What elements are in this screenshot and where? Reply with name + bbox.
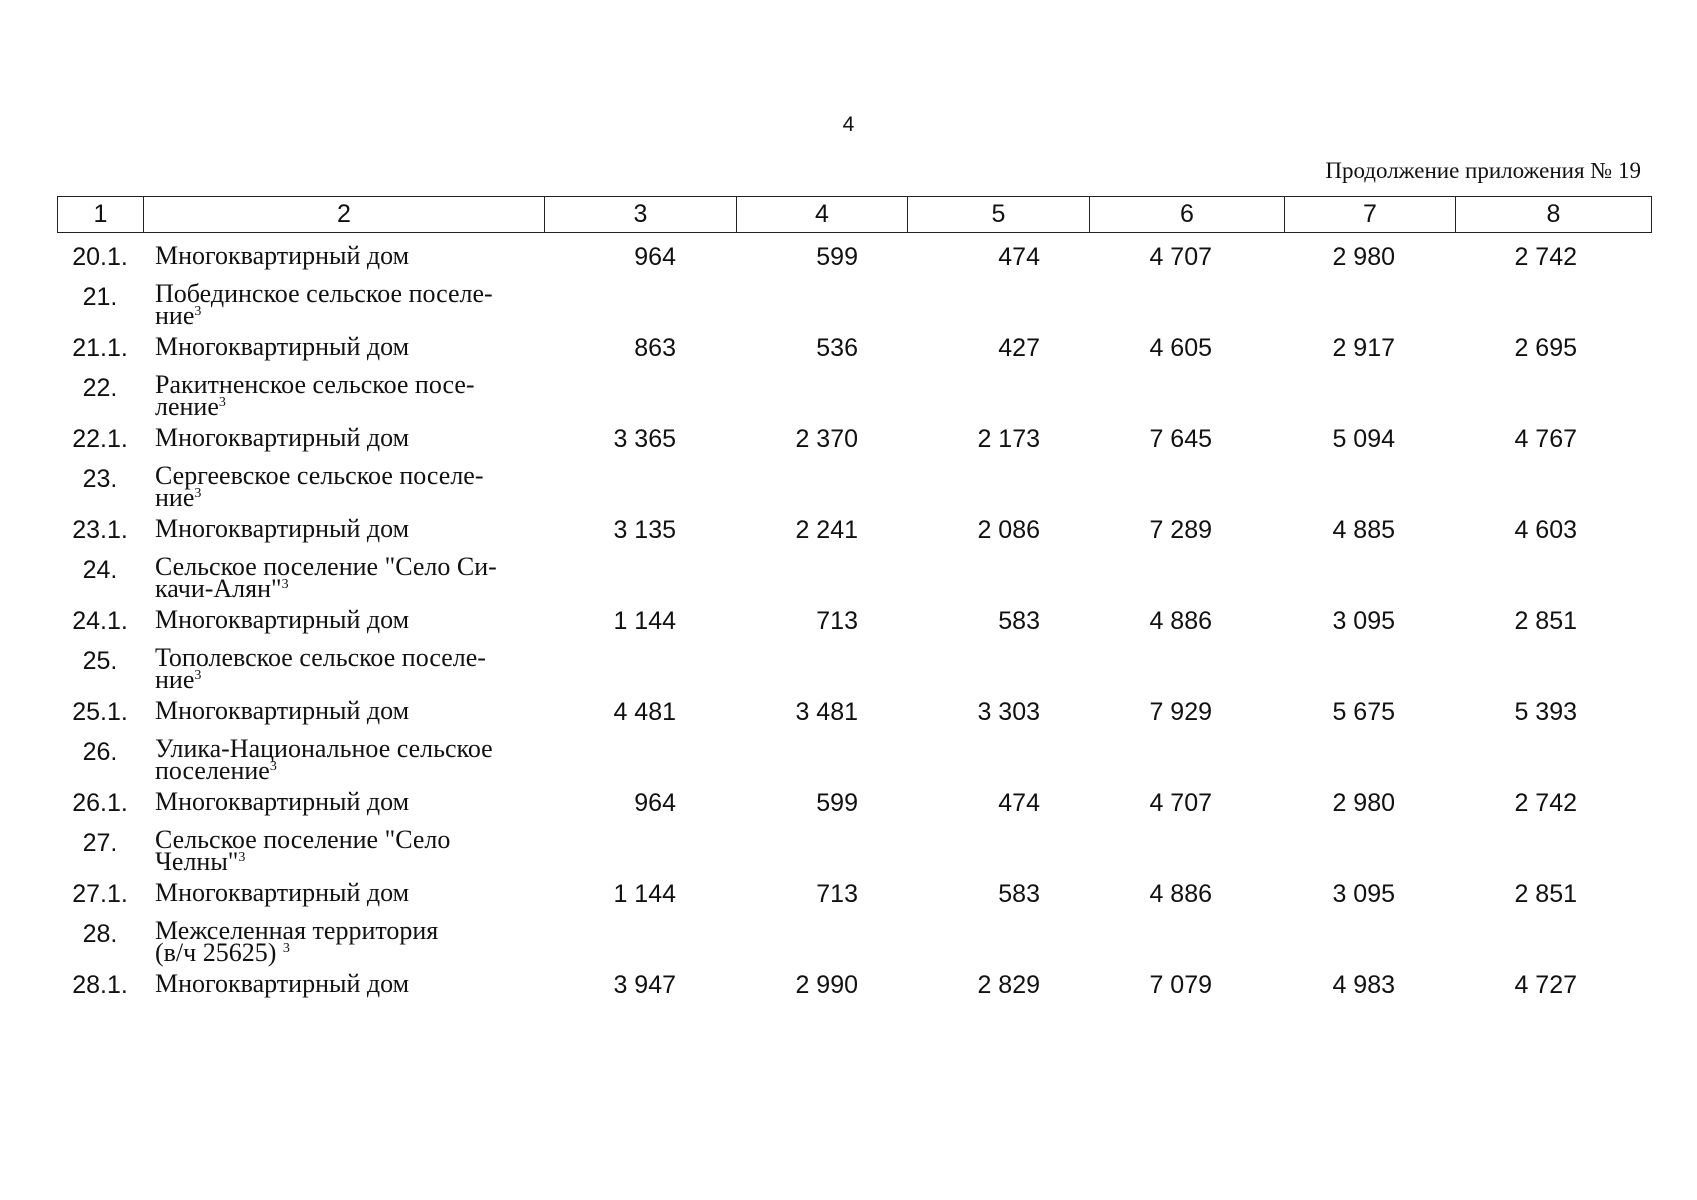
row-number: 25.1. bbox=[72, 698, 128, 726]
row-value-col-7: 2 980 bbox=[1332, 789, 1395, 817]
row-value-col-3: 4 481 bbox=[613, 698, 676, 726]
row-value-col-8: 5 393 bbox=[1514, 698, 1577, 726]
row-number: 24.1. bbox=[72, 607, 128, 635]
table-row bbox=[57, 236, 1651, 283]
settlement-name bbox=[143, 643, 544, 694]
row-value-col-5: 2 173 bbox=[977, 425, 1040, 453]
row-value-col-8: 2 851 bbox=[1514, 880, 1577, 908]
row-value-col-3: 3 365 bbox=[613, 425, 676, 453]
row-value-col-8: 4 767 bbox=[1514, 425, 1577, 453]
settlement-name bbox=[143, 916, 544, 967]
table-row bbox=[57, 418, 1651, 465]
row-number: 22. bbox=[82, 374, 118, 402]
empty-values bbox=[544, 829, 1651, 873]
row-value-col-6: 4 707 bbox=[1149, 789, 1212, 817]
row-value-col-6: 4 886 bbox=[1149, 880, 1212, 908]
row-value-col-5: 474 bbox=[998, 243, 1040, 271]
settlement-name-line2: Челны" bbox=[155, 847, 239, 876]
footnote-mark: 3 bbox=[282, 941, 290, 956]
empty-values bbox=[544, 647, 1651, 691]
table-row bbox=[57, 600, 1651, 647]
row-value-col-7: 4 885 bbox=[1332, 516, 1395, 544]
settlement-name-line2: ние bbox=[155, 301, 195, 330]
settlement-name bbox=[143, 552, 544, 603]
row-value-col-5: 474 bbox=[998, 789, 1040, 817]
row-value-col-4: 2 370 bbox=[795, 425, 858, 453]
settlement-name-line1: Побединское сельское поселе- bbox=[155, 279, 493, 308]
data-table bbox=[57, 236, 1651, 1011]
row-value-col-4: 2 241 bbox=[795, 516, 858, 544]
row-number: 23.1. bbox=[72, 516, 128, 544]
row-number: 20.1. bbox=[72, 243, 128, 271]
row-name: Многоквартирный дом bbox=[155, 878, 410, 907]
row-value-col-4: 713 bbox=[816, 880, 858, 908]
row-name: Многоквартирный дом bbox=[155, 696, 410, 725]
column-header: 2 bbox=[144, 197, 545, 233]
empty-values bbox=[544, 283, 1651, 327]
column-header: 6 bbox=[1090, 197, 1285, 233]
footnote-mark: 3 bbox=[269, 759, 277, 774]
row-value-col-8: 2 742 bbox=[1514, 243, 1577, 271]
row-value-col-8: 2 695 bbox=[1514, 334, 1577, 362]
row-value-col-4: 599 bbox=[816, 243, 858, 271]
row-value-col-5: 2 086 bbox=[977, 516, 1040, 544]
empty-values bbox=[544, 556, 1651, 600]
row-name: Многоквартирный дом bbox=[155, 332, 410, 361]
row-number: 21.1. bbox=[72, 334, 128, 362]
row-name: Многоквартирный дом bbox=[155, 605, 410, 634]
footnote-mark: 3 bbox=[238, 850, 246, 865]
row-value-col-7: 5 675 bbox=[1332, 698, 1395, 726]
settlement-row bbox=[57, 465, 1651, 509]
row-value-col-7: 2 980 bbox=[1332, 243, 1395, 271]
page-number: 4 bbox=[842, 113, 855, 136]
row-value-col-3: 964 bbox=[634, 789, 676, 817]
row-number: 28.1. bbox=[72, 971, 128, 999]
row-number: 22.1. bbox=[72, 425, 128, 453]
row-number: 26.1. bbox=[72, 789, 128, 817]
settlement-name-line1: Улика-Национальное сельское bbox=[155, 734, 493, 763]
column-header-table bbox=[57, 196, 1652, 233]
row-value-col-3: 863 bbox=[634, 334, 676, 362]
row-value-col-4: 2 990 bbox=[795, 971, 858, 999]
row-value-col-4: 599 bbox=[816, 789, 858, 817]
footnote-mark: 3 bbox=[218, 395, 226, 410]
settlement-name-line1: Сельское поселение "Село Си- bbox=[155, 552, 497, 581]
settlement-name-line2: ние bbox=[155, 483, 195, 512]
settlement-row bbox=[57, 556, 1651, 600]
empty-values bbox=[544, 465, 1651, 509]
empty-values bbox=[544, 920, 1651, 964]
row-number: 25. bbox=[82, 647, 118, 675]
footnote-mark: 3 bbox=[281, 577, 289, 592]
row-value-col-6: 7 289 bbox=[1149, 516, 1212, 544]
settlement-name bbox=[143, 370, 544, 421]
row-value-col-4: 536 bbox=[816, 334, 858, 362]
row-value-col-5: 583 bbox=[998, 607, 1040, 635]
row-value-col-8: 2 742 bbox=[1514, 789, 1577, 817]
row-name: Многоквартирный дом bbox=[155, 241, 410, 270]
row-value-col-4: 713 bbox=[816, 607, 858, 635]
settlement-name-line1: Сельское поселение "Село bbox=[155, 825, 451, 854]
column-header: 4 bbox=[737, 197, 908, 233]
row-number: 27. bbox=[82, 829, 118, 857]
row-number: 23. bbox=[82, 465, 118, 493]
settlement-name-line1: Межселенная территория bbox=[155, 916, 439, 945]
row-value-col-7: 2 917 bbox=[1332, 334, 1395, 362]
table-row bbox=[57, 691, 1651, 738]
row-value-col-6: 4 707 bbox=[1149, 243, 1212, 271]
continuation-title: Продолжение приложения № 19 bbox=[1325, 158, 1641, 183]
settlement-name-line2: поселение bbox=[155, 756, 270, 785]
settlement-name-line2: качи-Алян" bbox=[155, 574, 282, 603]
settlement-row bbox=[57, 374, 1651, 418]
settlement-row bbox=[57, 647, 1651, 691]
settlement-name-line1: Ракитненское сельское посе- bbox=[155, 370, 475, 399]
footnote-mark: 3 bbox=[194, 304, 202, 319]
table-row bbox=[57, 782, 1651, 829]
column-header: 3 bbox=[545, 197, 737, 233]
settlement-row bbox=[57, 829, 1651, 873]
row-value-col-8: 4 727 bbox=[1514, 971, 1577, 999]
row-value-col-5: 427 bbox=[998, 334, 1040, 362]
settlement-name-line2: ление bbox=[155, 392, 219, 421]
footnote-mark: 3 bbox=[194, 486, 202, 501]
settlement-row bbox=[57, 283, 1651, 327]
column-header-row bbox=[58, 197, 1652, 233]
settlement-name-line2: (в/ч 25625) bbox=[155, 938, 283, 967]
row-value-col-6: 7 079 bbox=[1149, 971, 1212, 999]
row-value-col-5: 2 829 bbox=[977, 971, 1040, 999]
row-value-col-6: 7 645 bbox=[1149, 425, 1212, 453]
settlement-name bbox=[143, 461, 544, 512]
footnote-mark: 3 bbox=[194, 668, 202, 683]
row-value-col-6: 7 929 bbox=[1149, 698, 1212, 726]
row-number: 21. bbox=[82, 283, 118, 311]
row-value-col-5: 3 303 bbox=[977, 698, 1040, 726]
empty-values bbox=[544, 738, 1651, 782]
row-value-col-7: 3 095 bbox=[1332, 607, 1395, 635]
settlement-name bbox=[143, 825, 544, 876]
row-value-col-8: 2 851 bbox=[1514, 607, 1577, 635]
row-value-col-7: 4 983 bbox=[1332, 971, 1395, 999]
row-value-col-3: 1 144 bbox=[613, 880, 676, 908]
row-value-col-3: 1 144 bbox=[613, 607, 676, 635]
table-row bbox=[57, 327, 1651, 374]
row-value-col-5: 583 bbox=[998, 880, 1040, 908]
row-name: Многоквартирный дом bbox=[155, 423, 410, 452]
row-value-col-3: 3 135 bbox=[613, 516, 676, 544]
settlement-name-line2: ние bbox=[155, 665, 195, 694]
column-header: 7 bbox=[1285, 197, 1456, 233]
row-name: Многоквартирный дом bbox=[155, 787, 410, 816]
settlement-name-line1: Сергеевское сельское поселе- bbox=[155, 461, 484, 490]
row-number: 26. bbox=[82, 738, 118, 766]
row-number: 28. bbox=[82, 920, 118, 948]
column-header: 5 bbox=[908, 197, 1090, 233]
table-row bbox=[57, 509, 1651, 556]
row-value-col-7: 5 094 bbox=[1332, 425, 1395, 453]
table-row bbox=[57, 873, 1651, 920]
row-value-col-6: 4 605 bbox=[1149, 334, 1212, 362]
row-number: 27.1. bbox=[72, 880, 128, 908]
settlement-row bbox=[57, 738, 1651, 782]
row-value-col-7: 3 095 bbox=[1332, 880, 1395, 908]
settlement-row bbox=[57, 920, 1651, 964]
row-name: Многоквартирный дом bbox=[155, 969, 410, 998]
settlement-name-line1: Тополевское сельское поселе- bbox=[155, 643, 486, 672]
row-value-col-4: 3 481 bbox=[795, 698, 858, 726]
column-header: 8 bbox=[1456, 197, 1652, 233]
settlement-name bbox=[143, 279, 544, 330]
column-header: 1 bbox=[58, 197, 144, 233]
row-value-col-3: 964 bbox=[634, 243, 676, 271]
row-name: Многоквартирный дом bbox=[155, 514, 410, 543]
row-value-col-8: 4 603 bbox=[1514, 516, 1577, 544]
settlement-name bbox=[143, 734, 544, 785]
empty-values bbox=[544, 374, 1651, 418]
table-row bbox=[57, 964, 1651, 1011]
row-value-col-3: 3 947 bbox=[613, 971, 676, 999]
row-value-col-6: 4 886 bbox=[1149, 607, 1212, 635]
row-number: 24. bbox=[82, 556, 118, 584]
